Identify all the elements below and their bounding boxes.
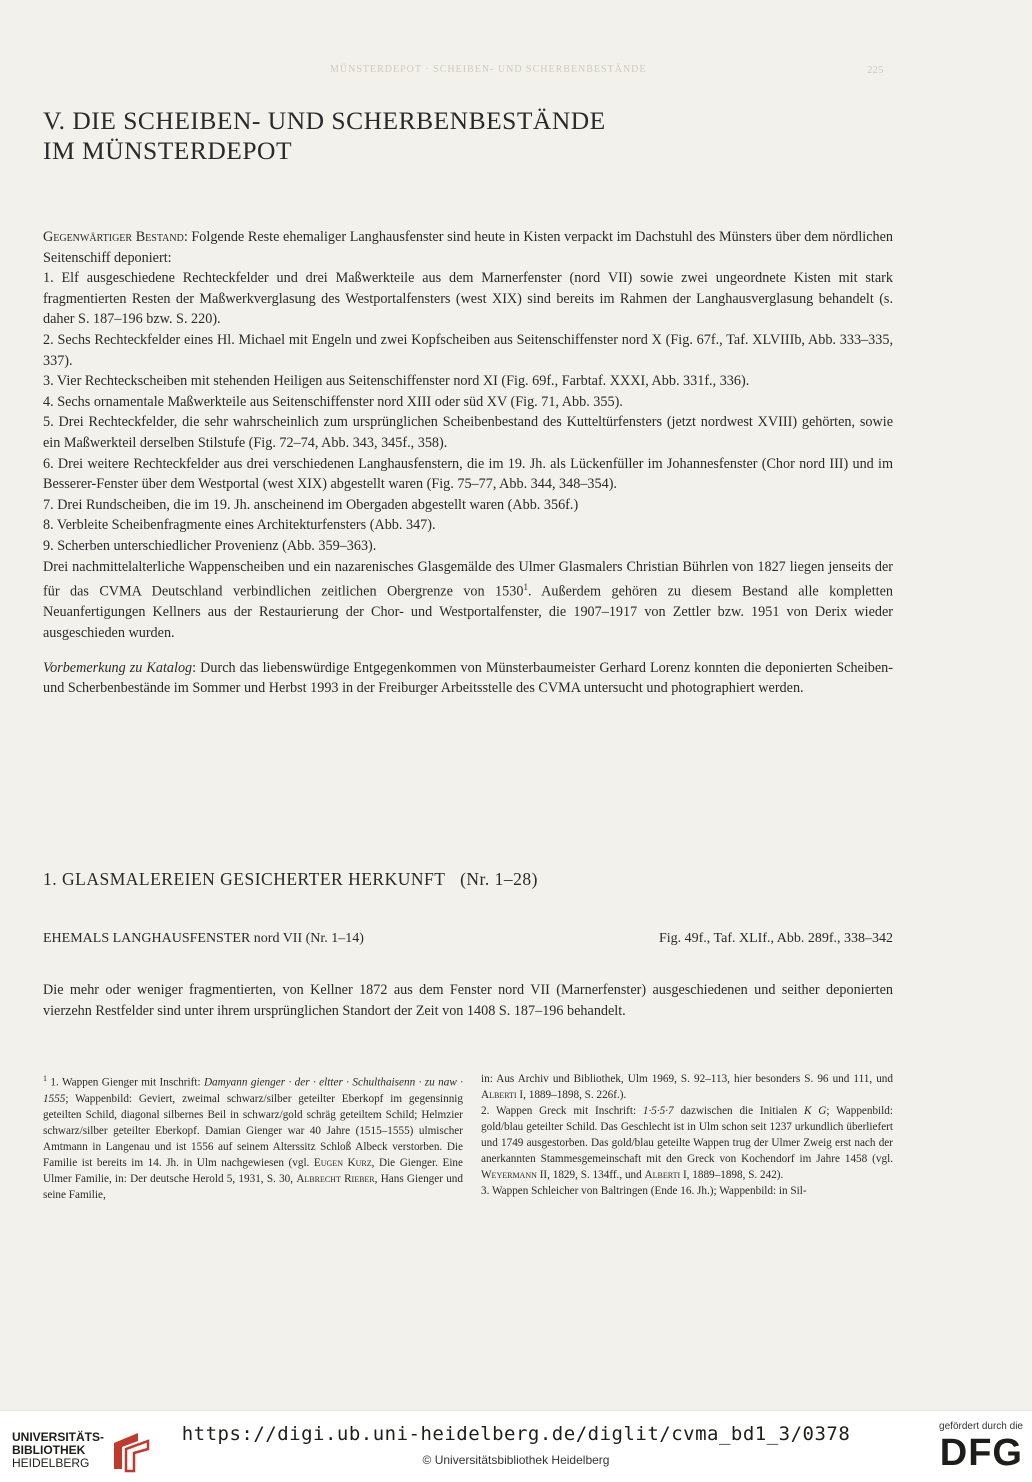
current-holdings-paragraph bbox=[43, 227, 893, 268]
footnote-text: II, 1829, S. 134ff., und bbox=[536, 1169, 645, 1181]
ghost-page-number: 225 bbox=[867, 64, 884, 76]
preliminary-note-label: Vorbemerkung zu Katalog bbox=[43, 659, 193, 676]
page-url-link[interactable]: https://digi.ub.uni-heidelberg.de/diglit/cvma_bd1_3/0378 bbox=[181, 1423, 851, 1445]
post-medieval-text-a: Drei nachmittelalterliche Wappenscheiben und ein nazarenisches Glasgemälde des Ulmer Glasmalers Christian Bührlen von 1827 liegen jenseits der für das CVMA Deutschland verbindlichen zeitlichen Obergrenze von 1530 bbox=[43, 558, 893, 600]
footnote-continuation bbox=[481, 1071, 893, 1103]
footnote-text: ; Wappenbild: gold/blau geteilter Schild. Das Geschlecht ist in Ulm schon seit 1237 urkundlich überliefert und 1749 ausgestorben. Das gold/blau geteilte Wappen trug der Ulmer Zweig erst nach der anerkannten Stammesgemeinschaft mit den Greck von Kochendorf im Jahre 1458 (vgl. bbox=[481, 1105, 893, 1165]
footnote-column-right bbox=[481, 1071, 893, 1199]
library-name-line-3: HEIDELBERG bbox=[12, 1456, 90, 1470]
list-item-5: 5. Drei Rechteckfelder, die sehr wahrscheinlich zum ursprünglichen Scheibenbestand des Kutteltürfensters (jetzt nordwest XVIII) gehörten, sowie ein Maßwerkteil derselben Stilstufe (Fig. 72–74, Abb. 343, 345f., 358). bbox=[43, 414, 893, 451]
list-item-3: 3. Vier Rechteckscheiben mit stehenden Heiligen aus Seitenschiffenster nord XI (Fig. 69f., Farbtaf. XXXI, Abb. 331f., 336). bbox=[43, 373, 750, 390]
footnote-text: , Die Gienger. Eine Ulmer Familie, in: Der deutsche Herold 5, 1931, S. 30, bbox=[43, 1156, 463, 1185]
entry-references: Fig. 49f., Taf. XLIf., Abb. 289f., 338–342 bbox=[658, 931, 893, 946]
footnote-text: , Hans Gienger und seine Familie, bbox=[43, 1172, 463, 1201]
list-item-1: 1. Elf ausgeschiedene Rechteckfelder und drei Maßwerkteile aus dem Marnerfenster (nord VII) sowie zwei ungeordnete Kisten mit stark fragmentierten Resten der Maßwerkverglasung des Westportalfensters (west XIX) sind bereits im Rahmen der Langhausverglasung behandelt (s. daher S. 187–196 bzw. S. 220). bbox=[43, 270, 893, 328]
section-title: 1. GLASMALEREIEN GESICHERTER HERKUNFT bbox=[43, 869, 446, 889]
footnote-inscription: Damyann gienger · der · eltter · Schulthaisenn · zu naw · 1555 bbox=[43, 1076, 463, 1105]
footnote-ref-1: 1 bbox=[523, 582, 528, 593]
library-name-line-2: BIBLIOTHEK bbox=[12, 1443, 86, 1457]
footnote-inscription: 1·5·5·7 bbox=[642, 1105, 674, 1117]
footnote-column-left bbox=[43, 1071, 463, 1203]
footnote-author: Weyermann bbox=[481, 1169, 537, 1181]
dfg-funded-by: gefördert durch die bbox=[939, 1421, 1023, 1432]
footnote-author: Eugen Kurz bbox=[313, 1156, 372, 1169]
post-medieval-paragraph bbox=[43, 557, 893, 644]
footnote-text: 1. Wappen Gienger mit Inschrift: bbox=[47, 1076, 204, 1089]
footnote-initials: K G bbox=[804, 1105, 827, 1117]
chapter-title bbox=[43, 106, 893, 166]
footnote-author: Alberti bbox=[481, 1089, 517, 1101]
library-name-line-1: UNIVERSITÄTS- bbox=[12, 1430, 105, 1444]
section-heading bbox=[43, 869, 893, 890]
post-medieval-text-b: . Außerdem gehören zu diesem Bestand alle kompletten Neuanfertigungen Kellners aus der Restaurierung der Chor- und Westportalfenster, die 1907–1917 von Zettler bzw. 1951 von Derix wieder ausgeschieden wurden. bbox=[43, 583, 893, 642]
intro-text bbox=[43, 227, 893, 699]
footnote-1 bbox=[43, 1071, 463, 1203]
footnote-item-2 bbox=[481, 1103, 893, 1183]
footnote-item-3: 3. Wappen Schleicher von Baltringen (Ende 16. Jh.); Wappenbild: in Sil- bbox=[481, 1185, 807, 1197]
copyright-notice: © Universitätsbibliothek Heidelberg bbox=[422, 1453, 610, 1467]
ghost-running-head: MÜNSTERDEPOT · SCHEIBEN- UND SCHERBENBESTÄNDE bbox=[330, 64, 647, 75]
preliminary-note-text: : Durch das liebenswürdige Entgegenkommen von Münsterbaumeister Gerhard Lorenz konnten die deponierten Scheiben- und Scherbenbestände im Sommer und Herbst 1993 in der Freiburger Arbeitsstelle des CVMA untersucht und photographiert werden. bbox=[43, 659, 893, 697]
chapter-title-line-1: V. DIE SCHEIBEN- UND SCHERBENBESTÄNDE bbox=[43, 106, 606, 135]
footnote-text: ; Wappenbild: Geviert, zweimal schwarz/silber geteilter Eberkopf im gegensinnig geteilten Schild, diagonal silbernes Beil in schwarz/gold schräg geteiltem Schild; Helmzier schwarz/silber geteilter Eberkopf. Damian Gienger war 40 Jahre (1515–1555) ulmischer Amtmann in Langenau und ist 1556 auf seinem Alterssitz Schloß Albeck verstorben. Die Familie ist bereits im 14. Jh. in Ulm nachgewiesen (vgl. bbox=[43, 1092, 463, 1169]
list-item-7: 7. Drei Rundscheiben, die im 19. Jh. anscheinend im Obergaden abgestellt waren (Abb. 356f.) bbox=[43, 496, 579, 513]
viewer-footer bbox=[0, 1410, 1032, 1482]
footnote-text: I, 1889–1898, S. 226f.). bbox=[516, 1089, 627, 1101]
footnote-author: Alberti bbox=[644, 1169, 681, 1181]
section-range: (Nr. 1–28) bbox=[460, 869, 538, 889]
list-item-6: 6. Drei weitere Rechteckfelder aus drei verschiedenen Langhausfenstern, die im 19. Jh. als Lückenfüller im Johannesfenster (Chor nord III) und im Besserer-Fenster über dem Westportal (west XIX) abgestellt waren (Fig. 75–77, Abb. 344, 348–354). bbox=[43, 455, 893, 493]
entry-heading bbox=[43, 931, 893, 947]
footnote-text: dazwischen die Initialen bbox=[673, 1105, 805, 1117]
list-item-4: 4. Sechs ornamentale Maßwerkteile aus Seitenschiffenster nord XIII oder süd XV (Fig. 71, Abb. 355). bbox=[43, 393, 623, 410]
footnote-text: in: Aus Archiv und Bibliothek, Ulm 1969, S. 92–113, hier besonders S. 96 und 111, und bbox=[481, 1073, 893, 1085]
entry-paragraph: Die mehr oder weniger fragmentierten, von Kellner 1872 aus dem Fenster nord VII (Marnerfenster) ausgeschiedenen und seither deponierten vierzehn Restfelder sind unter ihrem ursprünglichen Standort der Zeit von 1408 S. 187–196 behandelt. bbox=[43, 982, 893, 1019]
current-holdings-label: Gegenwärtiger Bestand bbox=[43, 229, 184, 245]
footnote-number: 1 bbox=[43, 1074, 47, 1083]
dfg-wordmark: DFG bbox=[939, 1432, 1023, 1474]
list-item-8: 8. Verbleite Scheibenfragmente eines Architekturfensters (Abb. 347). bbox=[43, 517, 436, 534]
footnote-author: Albrecht Rieber bbox=[296, 1172, 375, 1185]
current-holdings-text: : Folgende Reste ehemaliger Langhausfenster sind heute in Kisten verpackt im Dachstuhl des Münsters über dem nördlichen Seitenschiff deponiert: bbox=[43, 229, 893, 266]
footnote-text: I, 1889–1898, S. 242). bbox=[680, 1169, 784, 1181]
chapter-title-line-2: IM MÜNSTERDEPOT bbox=[43, 136, 293, 165]
dfg-logo[interactable] bbox=[913, 1421, 1023, 1477]
entry-title: EHEMALS LANGHAUSFENSTER nord VII (Nr. 1–14) bbox=[43, 931, 364, 946]
list-item-2: 2. Sechs Rechteckfelder eines Hl. Michael mit Engeln und zwei Kopfscheiben aus Seitenschiffenster nord X (Fig. 67f., Taf. XLVIIIb, Abb. 333–335, 337). bbox=[43, 331, 893, 369]
preliminary-note-paragraph bbox=[43, 658, 893, 699]
footnote-text: 2. Wappen Greck mit Inschrift: bbox=[481, 1105, 643, 1117]
list-item-9: 9. Scherben unterschiedlicher Provenienz (Abb. 359–363). bbox=[43, 537, 377, 554]
